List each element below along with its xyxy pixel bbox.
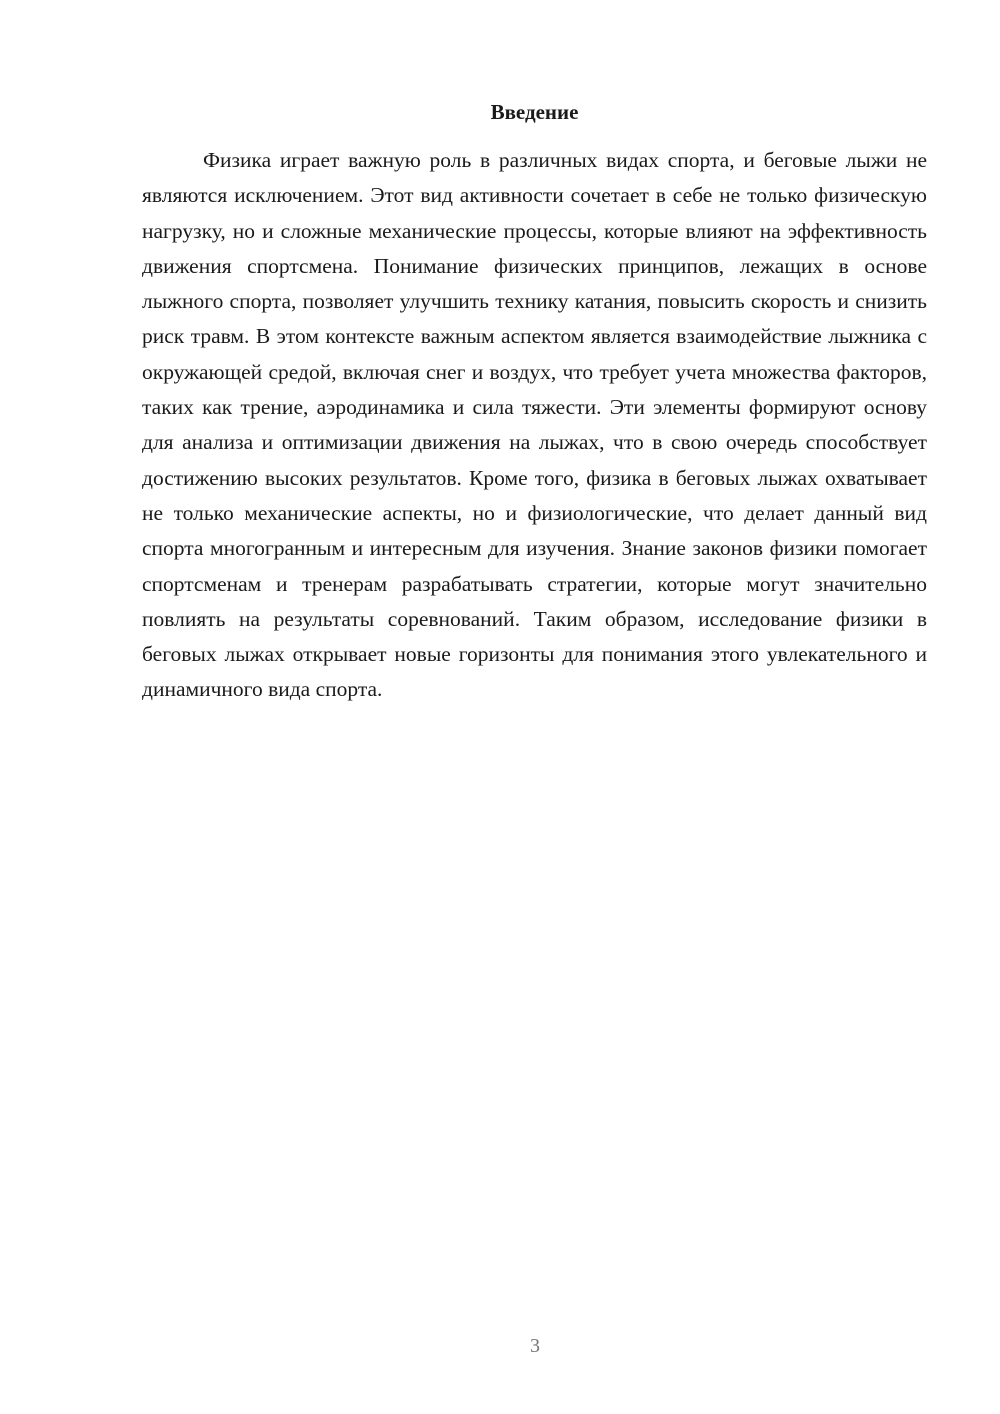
body-paragraph: Физика играет важную роль в различных видах спорта, и беговые лыжи не являются исключением. Этот вид активности сочетает в себе не только физическую нагрузку, но и сложные механические процессы, которые влияют на эффективность движения спортсмена. Понимание физических принципов, лежащих в основе лыжного спорта, позволяет улучшить технику катания, повысить скорость и снизить риск травм. В этом контексте важным аспектом является взаимодействие лыжника с окружающей средой, включая снег и воздух, что требует учета множества факторов, таких как трение, аэродинамика и сила тяжести. Эти элементы формируют основу для анализа и оптимизации движения на лыжах, что в свою очередь способствует достижению высоких результатов. Кроме того, физика в беговых лыжах охватывает не только механические аспекты, но и физиологические, что делает данный вид спорта многогранным и интересным для изучения. Знание законов физики помогает спортсменам и тренерам разрабатывать стратегии, которые могут значительно повлиять на результаты соревнований. Таким образом, исследование физики в беговых лыжах открывает новые горизонты для понимания этого увлекательного и динамичного вида спорта. [142, 148, 927, 702]
section-heading: Введение [490, 100, 579, 124]
page-number: 3 [530, 1335, 540, 1357]
